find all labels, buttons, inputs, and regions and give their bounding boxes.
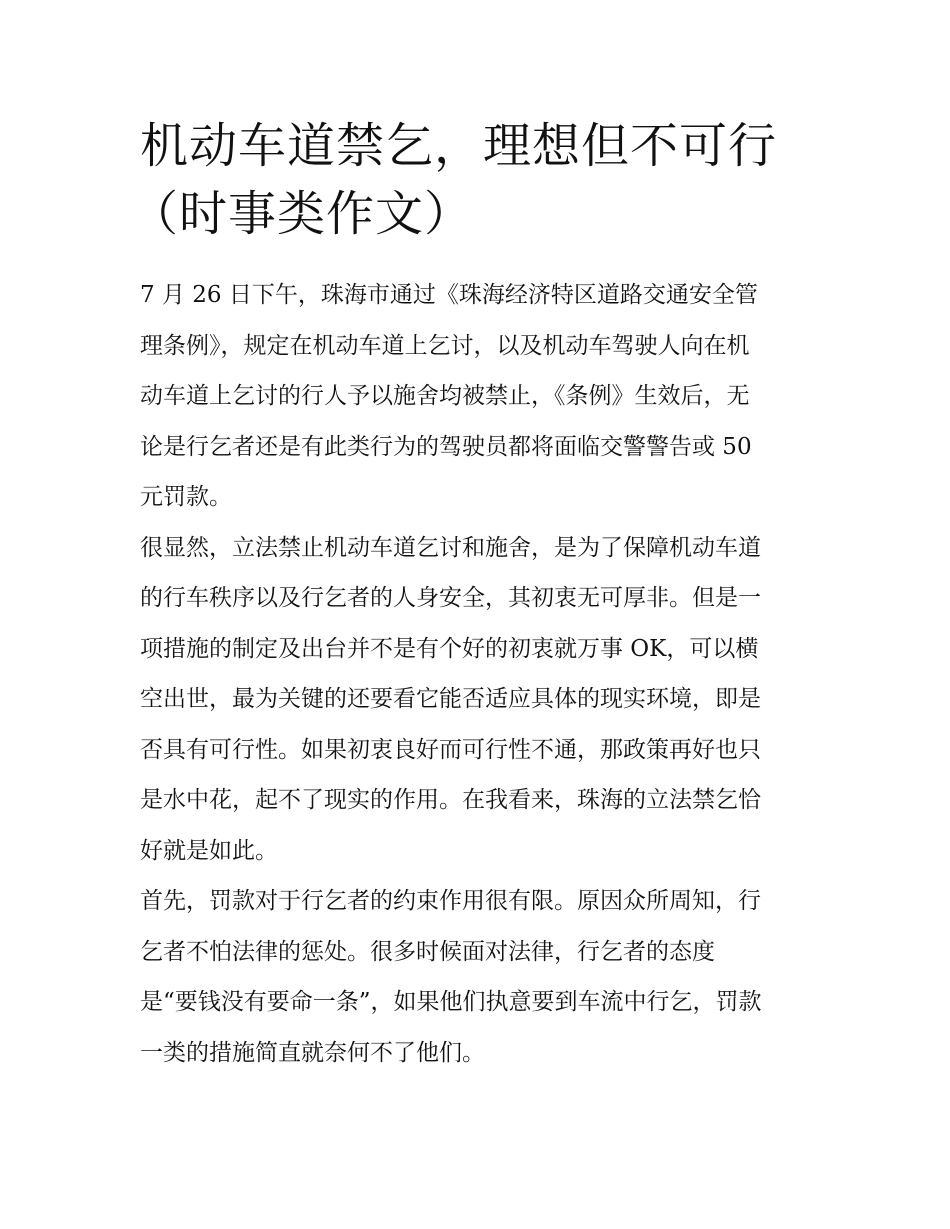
title-line-1: 机动车道禁乞，理想但不可行: [140, 118, 778, 174]
paragraph-line: 理条例》，规定在机动车道上乞讨，以及机动车驾驶人向在机: [140, 332, 750, 359]
paragraph-3: [140, 876, 812, 1078]
paragraph-line: 乞者不怕法律的惩处。很多时候面对法律，行乞者的态度: [140, 938, 715, 965]
document-body: [140, 270, 812, 1078]
paragraph-line: 是“要钱没有要命一条”，如果他们执意要到车流中行乞，罚款: [140, 989, 762, 1015]
document-page: [130, 112, 812, 1078]
paragraph-line: 是水中花，起不了现实的作用。在我看来，珠海的立法禁乞恰: [140, 787, 761, 813]
paragraph-line: 首先，罚款对于行乞者的约束作用很有限。原因众所周知，行: [140, 888, 761, 914]
paragraph-line: 好就是如此。: [140, 837, 278, 864]
paragraph-line: 一类的措施简直就奈何不了他们。: [140, 1039, 485, 1066]
paragraph-line: 否具有可行性。如果初衷良好而可行性不通，那政策再好也只: [140, 736, 761, 763]
paragraph-1: [140, 270, 812, 523]
paragraph-line: 项措施的制定及出台并不是有个好的初衷就万事 OK，可以横: [140, 635, 759, 662]
paragraph-line: 空出世，最为关键的还要看它能否适应具体的现实环境，即是: [140, 686, 761, 712]
paragraph-line: 的行车秩序以及行乞者的人身安全，其初衷无可厚非。但是一: [140, 585, 761, 611]
document-title: [130, 112, 812, 248]
paragraph-line: 7 月 26 日下午，珠海市通过《珠海经济特区道路交通安全管: [140, 282, 758, 308]
paragraph-line: 元罚款。: [140, 484, 232, 510]
paragraph-line: 动车道上乞讨的行人予以施舍均被禁止，《条例》生效后，无: [140, 383, 750, 409]
paragraph-2: [140, 523, 812, 877]
title-line-2: （时事类作文）: [130, 186, 474, 242]
paragraph-line: 很显然，立法禁止机动车道乞讨和施舍，是为了保障机动车道: [140, 534, 761, 561]
paragraph-line: 论是行乞者还是有此类行为的驾驶员都将面临交警警告或 50: [140, 433, 752, 460]
